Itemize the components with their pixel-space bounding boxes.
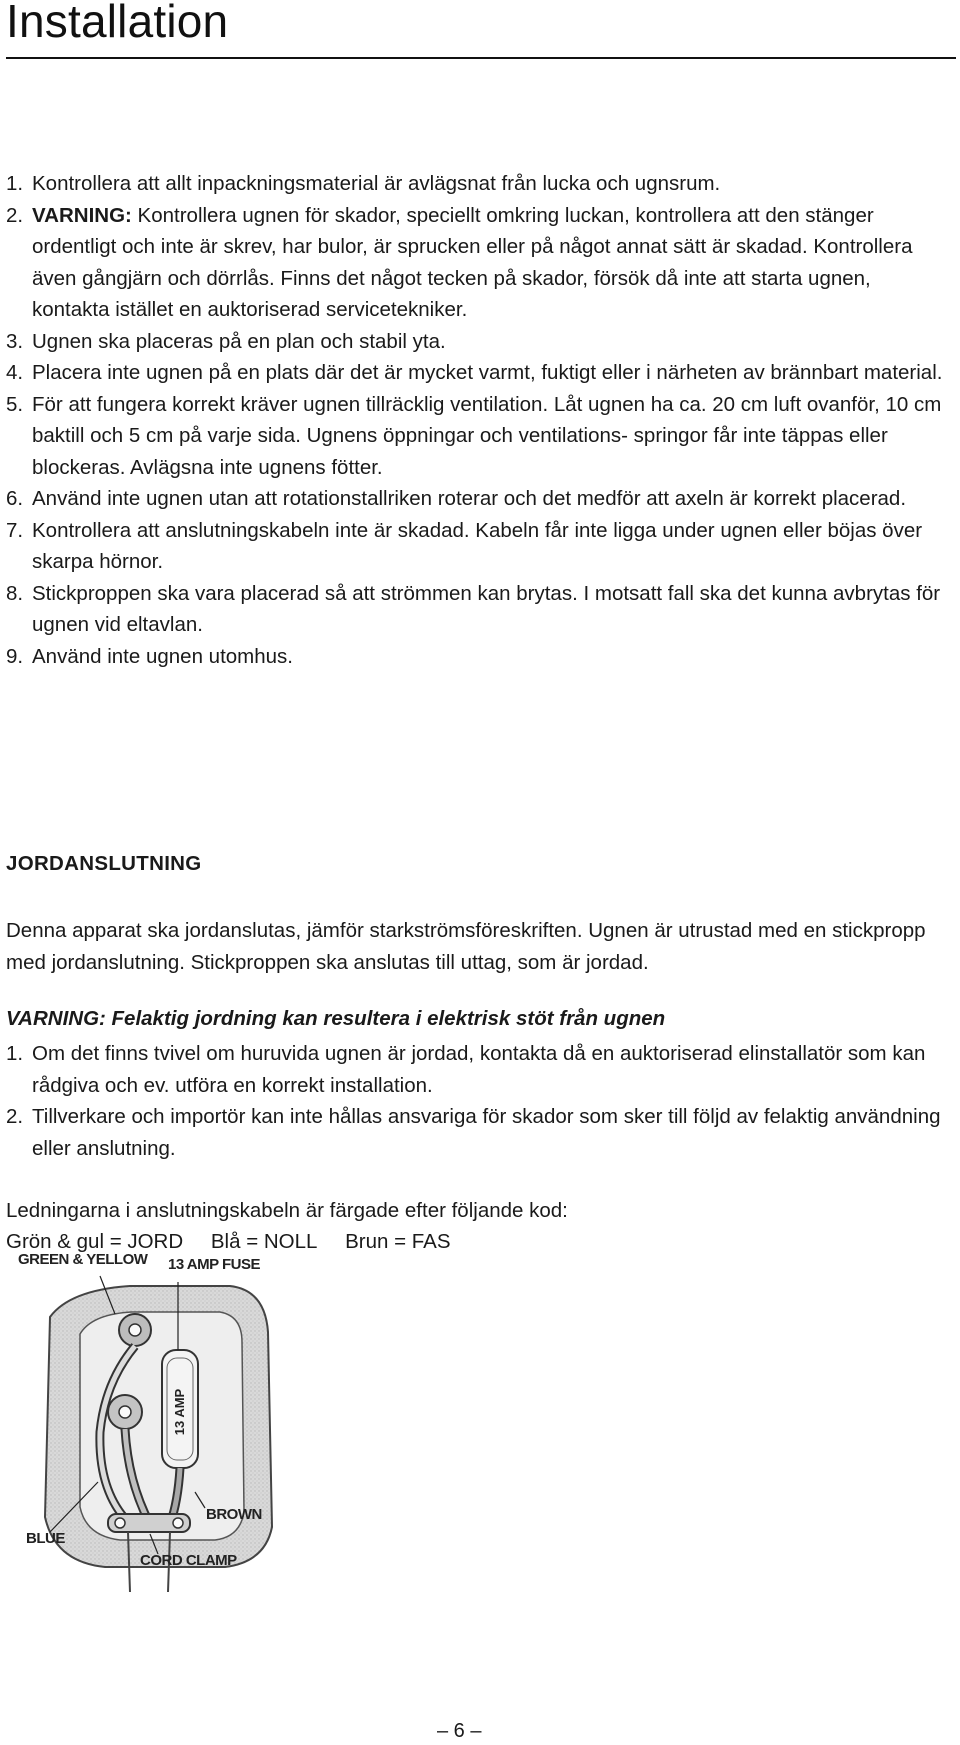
installation-list	[6, 168, 946, 672]
title-rule	[6, 57, 956, 59]
list-item: 9. Använd inte ugnen utomhus.	[6, 644, 293, 668]
label-cord-clamp: CORD CLAMP	[140, 1552, 237, 1569]
section-heading-jordanslutning: JORDANSLUTNING	[6, 852, 202, 875]
fuse-body-label: 13 AMP	[172, 1388, 187, 1436]
wire-code-neutral: Blå = NOLL	[210, 1230, 318, 1253]
warning-label: VARNING:	[32, 203, 132, 227]
label-brown: BROWN	[206, 1506, 262, 1523]
list-item: 8. Stickproppen ska vara placerad så att strömmen kan brytas. I motsatt fall ska det kunna avbrytas för ugnen vid eltavlan.	[6, 581, 941, 636]
wire-code-earth: Grön & gul = JORD	[6, 1230, 184, 1253]
list-item: 4. Placera inte ugnen på en plats där det är mycket varmt, fuktigt eller i närheten av brännbart material.	[6, 361, 943, 384]
list-item: 6. Använd inte ugnen utan att rotationstallriken roterar och det medför att axeln är korrekt placerad.	[6, 487, 907, 510]
label-green-yellow: GREEN & YELLOW	[18, 1251, 148, 1268]
page-number: – 6 –	[437, 1720, 482, 1742]
plug-wiring-diagram	[10, 1251, 310, 1592]
page-title: Installation	[6, 0, 229, 47]
list-item: 7. Kontrollera att anslutningskabeln inte är skadad. Kabeln får inte ligga under ugnen eller böjas över skarpa hörnor.	[6, 518, 923, 573]
list-item: 1. Kontrollera att allt inpackningsmaterial är avlägsnat från lucka och ugnsrum.	[6, 172, 721, 195]
label-13-amp-fuse: 13 AMP FUSE	[168, 1256, 261, 1273]
jord-paragraph: Denna apparat ska jordanslutas, jämför starkströmsföreskriften. Ugnen är utrustad med en stickpropp med jordanslutning. Stickproppen ska anslutas till uttag, som är jordad.	[6, 919, 926, 974]
list-item: 2. Tillverkare och importör kan inte hållas ansvariga för skador som sker till följd av felaktig användning eller anslutning.	[6, 1105, 941, 1160]
list-item: 5. För att fungera korrekt kräver ugnen tillräcklig ventilation. Låt ugnen ha ca. 20 cm luft ovanför, 10 cm baktill och 5 cm på varje sida. Ugnens öppningar och ventilations- springor får inte täppas eller blockeras. Avlägsna inte ugnens fötter.	[6, 392, 942, 479]
grounding-warning: VARNING: Felaktig jordning kan resultera i elektrisk stöt från ugnen	[6, 1007, 666, 1030]
jord-list	[6, 1038, 946, 1164]
list-item: 1. Om det finns tvivel om huruvida ugnen är jordad, kontakta då en auktoriserad elinstallatör som kan rådgiva och ev. utföra en korrekt installation.	[6, 1042, 926, 1097]
list-item: 3. Ugnen ska placeras på en plan och stabil yta.	[6, 329, 446, 353]
list-item: 2. VARNING: Kontrollera ugnen för skador, speciellt omkring luckan, kontrollera att den stänger ordentligt och inte är skrev, har bulor, är sprucken eller på något annat sätt är skadad. Kontrollera även gångjärn och dörrlås. Finns det något tecken på skador, försök då inte att starta ugnen, kontakta istället en auktoriserad servicetekniker.	[6, 203, 913, 321]
label-blue: BLUE	[26, 1530, 65, 1547]
wire-code-live: Brun = FAS	[345, 1230, 451, 1253]
wire-code-intro: Ledningarna i anslutningskabeln är färgade efter följande kod:	[6, 1199, 568, 1222]
